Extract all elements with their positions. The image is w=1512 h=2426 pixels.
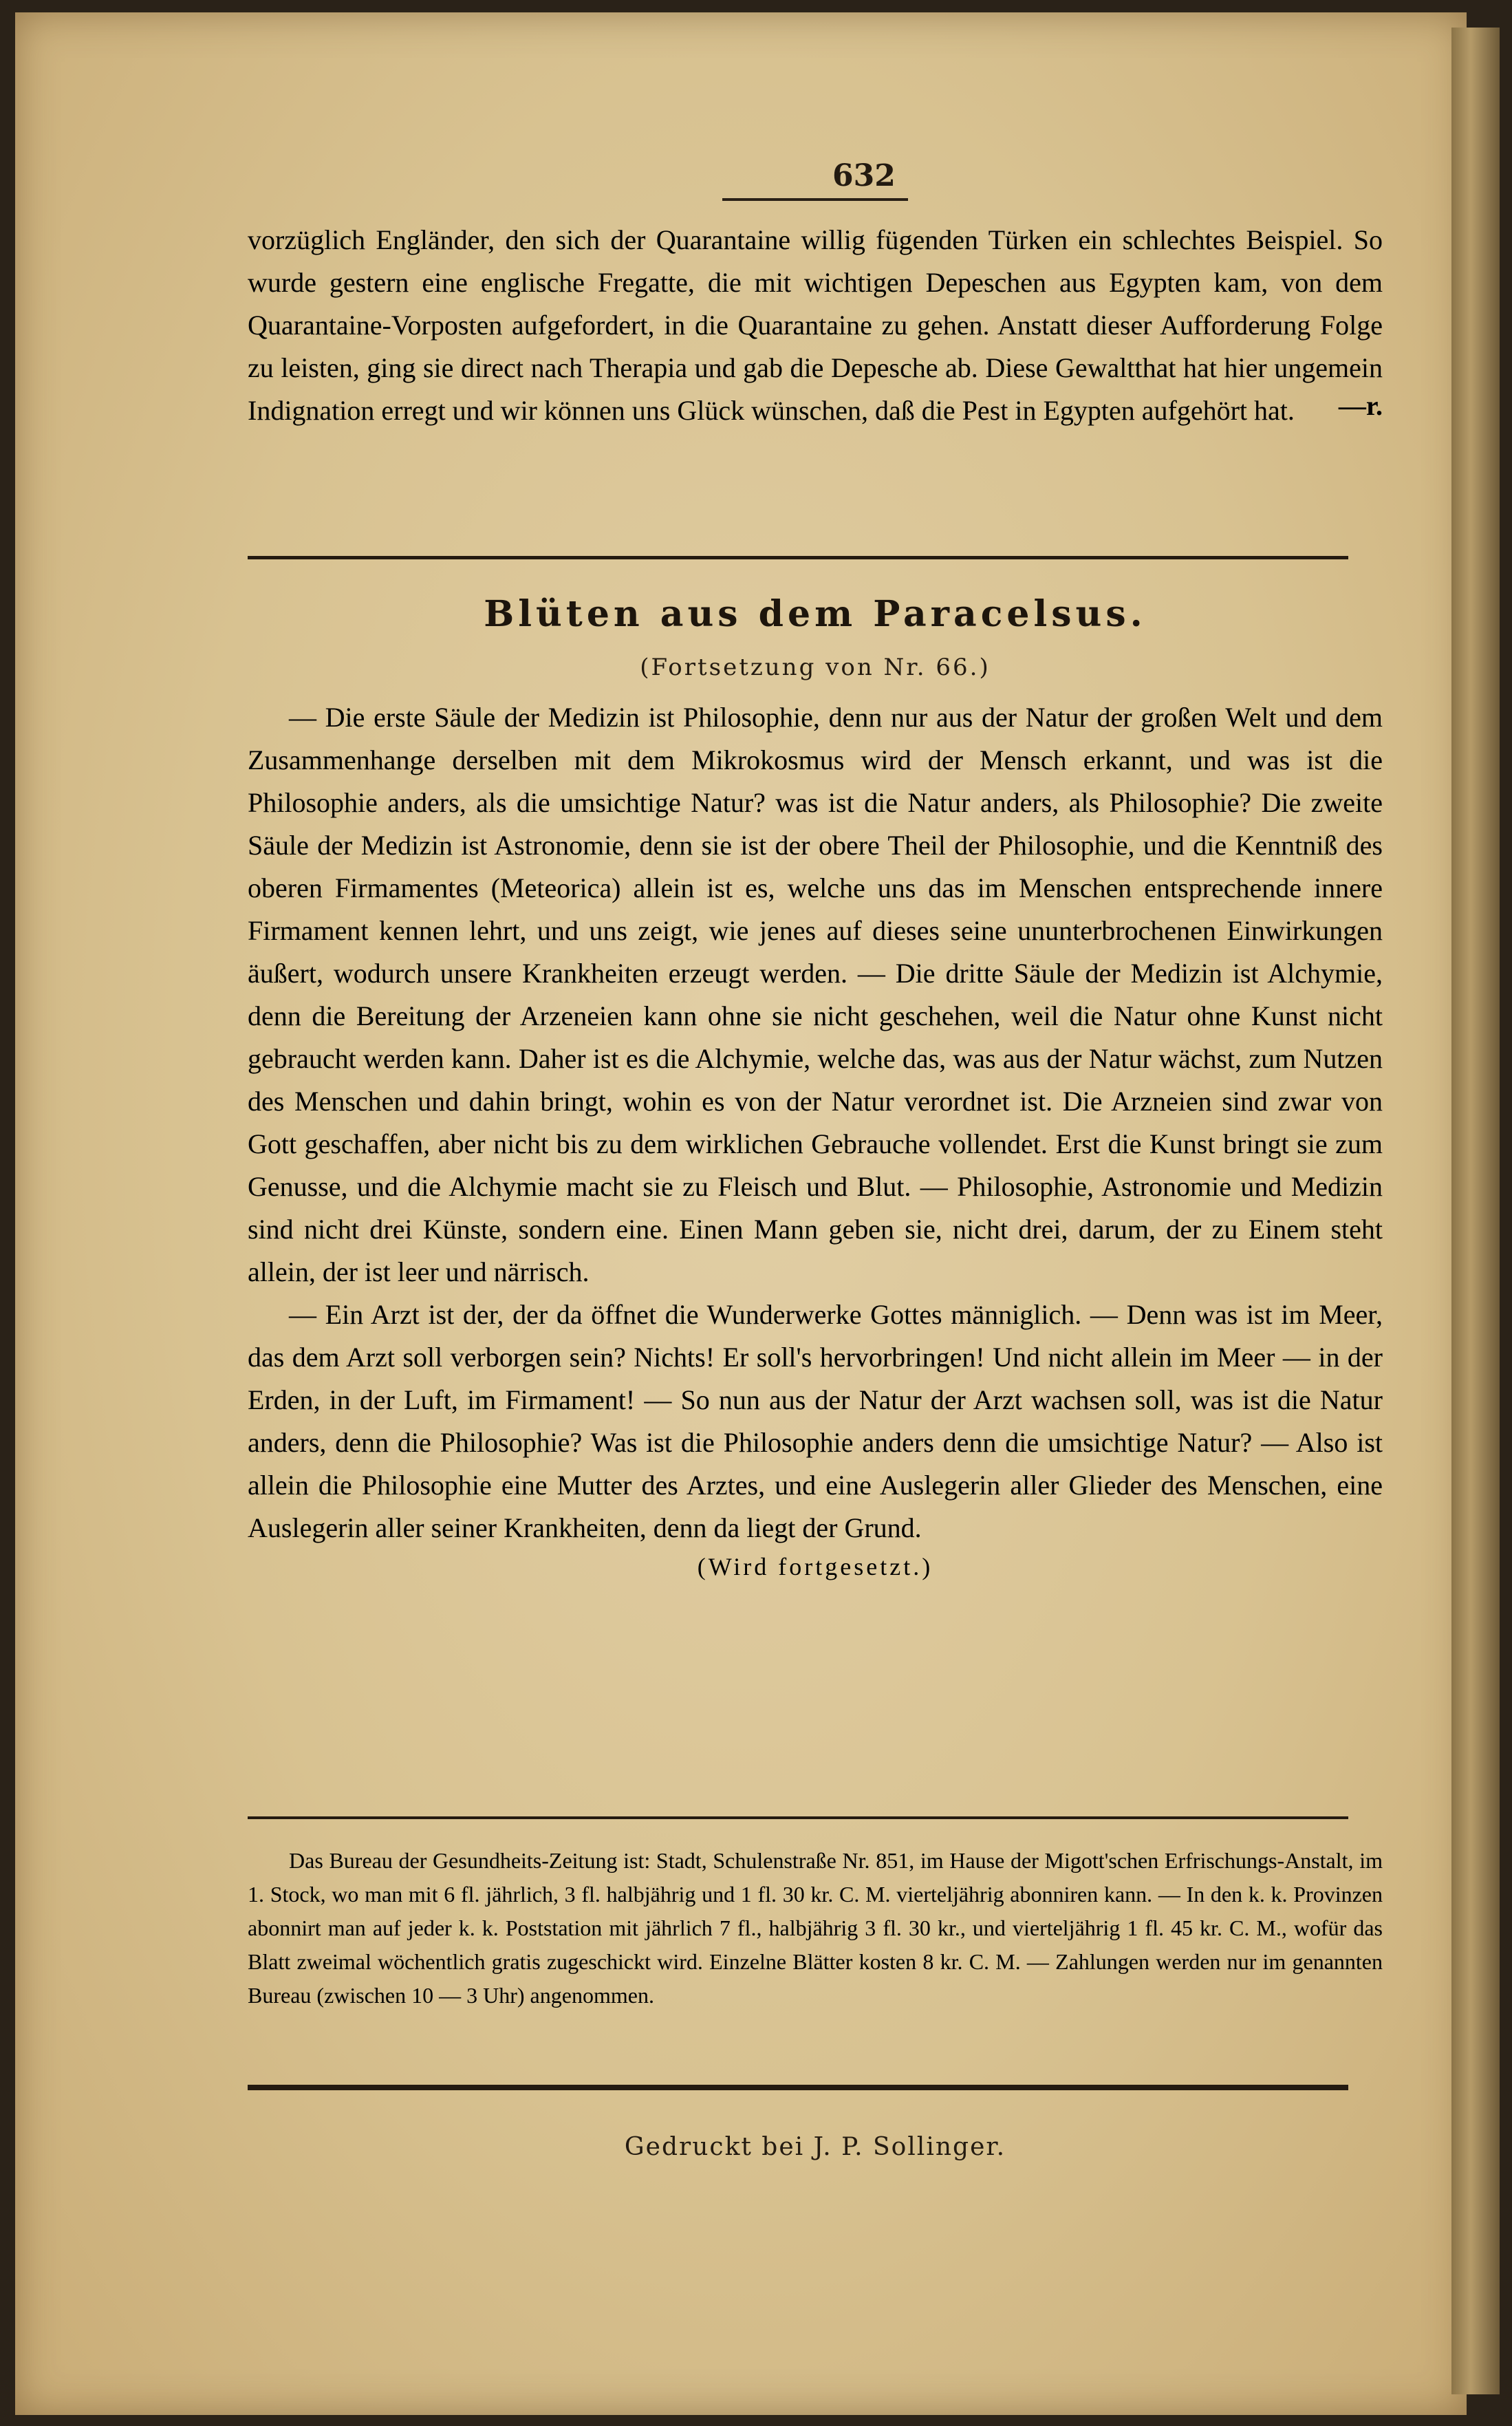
article-body <box>248 696 1383 1581</box>
article-paragraph: — Die erste Säule der Medizin ist Philosophie, denn nur aus der Natur der großen Welt und dem Zusammenhange derselben mit dem Mikrokosmus wird der Mensch erkannt, und was ist die Philosophie anders, als die umsichtige Natur? was ist die Natur anders, als Philosophie? Die zweite Säule der Medizin ist Astronomie, denn sie ist der obere Theil der Philosophie, und die Kenntniß des oberen Firmamentes (Meteorica) allein ist es, welche uns das im Menschen entsprechende innere Firmament kennen lehrt, und uns zeigt, wie jenes auf dieses seine ununterbrochenen Einwirkungen äußert, wodurch unsere Krankheiten erzeugt werden. — Die dritte Säule der Medizin ist Alchymie, denn die Bereitung der Arzeneien kann ohne sie nicht geschehen, weil die Natur ohne Kunst nicht gebraucht werden kann. Daher ist es die Alchymie, welche das, was aus der Natur wächst, zum Nutzen des Menschen und dahin bringt, wohin es von der Natur verordnet ist. Die Arzneien sind zwar von Gott geschaffen, aber nicht bis zu dem wirklichen Gebrauche vollendet. Erst die Kunst bringt sie zum Genusse, und die Alchymie macht sie zu Fleisch und Blut. — Philosophie, Astronomie und Medizin sind nicht drei Künste, sondern eine. Einen Mann geben sie, nicht drei, darum, der zu Einem steht allein, der ist leer und närrisch. <box>248 702 1383 1287</box>
top-article <box>248 219 1383 426</box>
footer-divider <box>248 1816 1348 1819</box>
printer-divider <box>248 2085 1348 2090</box>
page-number-rule <box>722 198 908 201</box>
top-article-text: vorzüglich Engländer, den sich der Quarantaine willig fügenden Türken ein schlechtes Beispiel. So wurde gestern eine englische Fregatte, die mit wichtigen Depeschen aus Egypten kam, von dem Quarantaine-Vorposten aufgefordert, in die Quarantaine zu gehen. Anstatt dieser Aufforderung Folge zu leisten, ging sie direct nach Therapia und gab die Depesche ab. Diese Gewaltthat hat hier ungemein Indignation erregt und wir können uns Glück wünschen, daß die Pest in Egypten aufgehört hat. <box>248 224 1383 426</box>
article-title: Blüten aus dem Paracelsus. <box>484 593 1147 635</box>
article-paragraph: — Ein Arzt ist der, der da öffnet die Wunderwerke Gottes männiglich. — Denn was ist im Meer, das dem Arzt soll verborgen sein? Nichts! Er soll's hervorbringen! Und nicht allein im Meer — in der Erden, in der Luft, im Firmament! — So nun aus der Natur der Arzt wachsen soll, was ist die Natur anders, denn die Philosophie? Was ist die Philosophie anders denn die umsichtige Natur? — Also ist allein die Philosophie eine Mutter des Arztes, und eine Auslegerin aller Glieder des Menschen, eine Auslegerin aller seiner Krankheiten, denn da liegt der Grund. <box>248 1299 1383 1543</box>
to-be-continued-note: (Wird fortgesetzt.) <box>697 1553 933 1580</box>
subscription-notice <box>248 1844 1383 2012</box>
top-article-signature: —r. <box>1338 390 1383 421</box>
page-edge <box>1451 28 1500 2394</box>
subscription-notice-text: Das Bureau der Gesundheits-Zeitung ist: Stadt, Schulenstraße Nr. 851, im Hause der Migott'schen Erfrischungs-Anstalt, im 1. Stock, wo man mit 6 fl. jährlich, 3 fl. halbjährig und 1 fl. 30 kr. C. M. vierteljährig abonniren kann. — In den k. k. Provinzen abonnirt man auf jeder k. k. Poststation mit jährlich 7 fl., halbjährig 3 fl. 30 kr., und vierteljährig 1 fl. 45 kr. C. M., wofür das Blatt zweimal wöchentlich gratis zugeschickt wird. Einzelne Blätter kosten 8 kr. C. M. — Zahlungen werden nur im genannten Bureau (zwischen 10 — 3 Uhr) angenommen. <box>248 1848 1383 2008</box>
page-number: 632 <box>832 158 896 193</box>
section-divider <box>248 556 1348 559</box>
printer-imprint: Gedruckt bei J. P. Sollinger. <box>624 2133 1006 2161</box>
article-continuation-note: (Fortsetzung von Nr. 66.) <box>640 654 991 681</box>
